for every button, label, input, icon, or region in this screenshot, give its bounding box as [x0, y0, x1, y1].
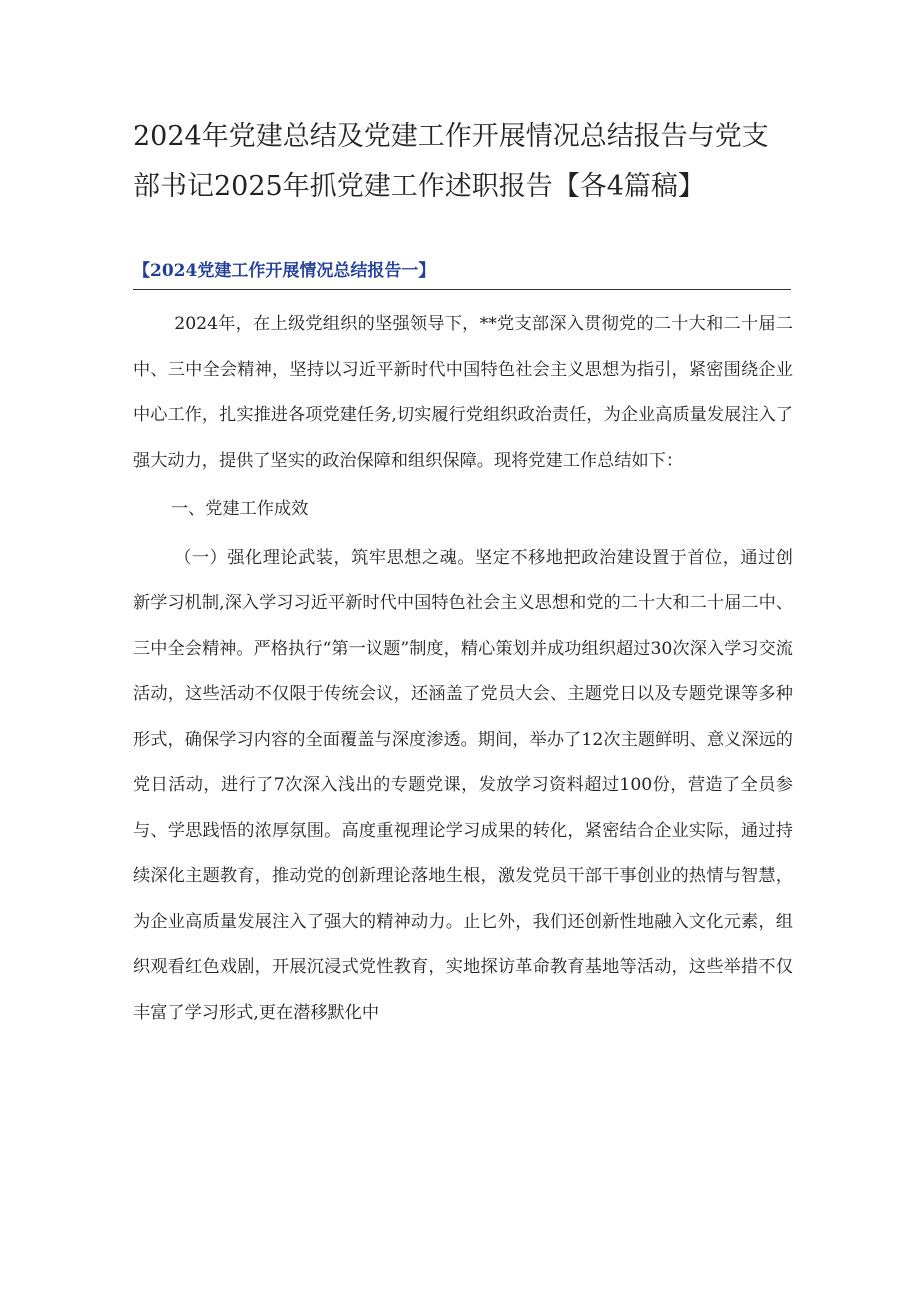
- document-body: [133, 302, 793, 1036]
- intro-paragraph: 2024年，在上级党组织的坚强领导下，**党支部深入贯彻党的二十大和二十届二中、三中全会精神，坚持以习近平新时代中国特色社会主义思想为指引，紧密围绕企业中心工作，扎实推进各项党建任务,切实履行党组织政治责任，为企业高质量发展注入了强大动力，提供了坚实的政治保障和组织保障。现将党建工作总结如下：: [133, 314, 793, 471]
- section-heading-text: 【2024党建工作开展情况总结报告一】: [133, 261, 436, 281]
- section-heading: [133, 259, 791, 290]
- subheading-achievements: 一、党建工作成效: [170, 499, 309, 519]
- theory-paragraph: （一）强化理论武装，筑牢思想之魂。坚定不移地把政治建设置于首位，通过创新学习机制,深入学习习近平新时代中国特色社会主义思想和党的二十大和二十届二中、三中全会精神。严格执行“第一议题”制度，精心策划并成功组织超过30次深入学习交流活动，这些活动不仅限于传统会议，还涵盖了党员大会、主题党日以及专题党课等多种形式，确保学习内容的全面覆盖与深度渗透。期间，举办了12次主题鲜明、意义深远的党日活动，进行了7次深入浅出的专题党课，发放学习资料超过100份，营造了全员参与、学思践悟的浓厚氛围。高度重视理论学习成果的转化，紧密结合企业实际，通过持续深化主题教育，推动党的创新理论落地生根，激发党员干部干事创业的热情与智慧，为企业高质量发展注入了强大的精神动力。止匕外，我们还创新性地融入文化元素，组织观看红色戏剧，开展沉浸式党性教育，实地探访革命教育基地等活动，这些举措不仅丰富了学习形式,更在潜移默化中: [133, 547, 793, 1023]
- document-title: 2024年党建总结及党建工作开展情况总结报告与党支部书记2025年抓党建工作述职报告【各4篇稿】: [133, 121, 769, 202]
